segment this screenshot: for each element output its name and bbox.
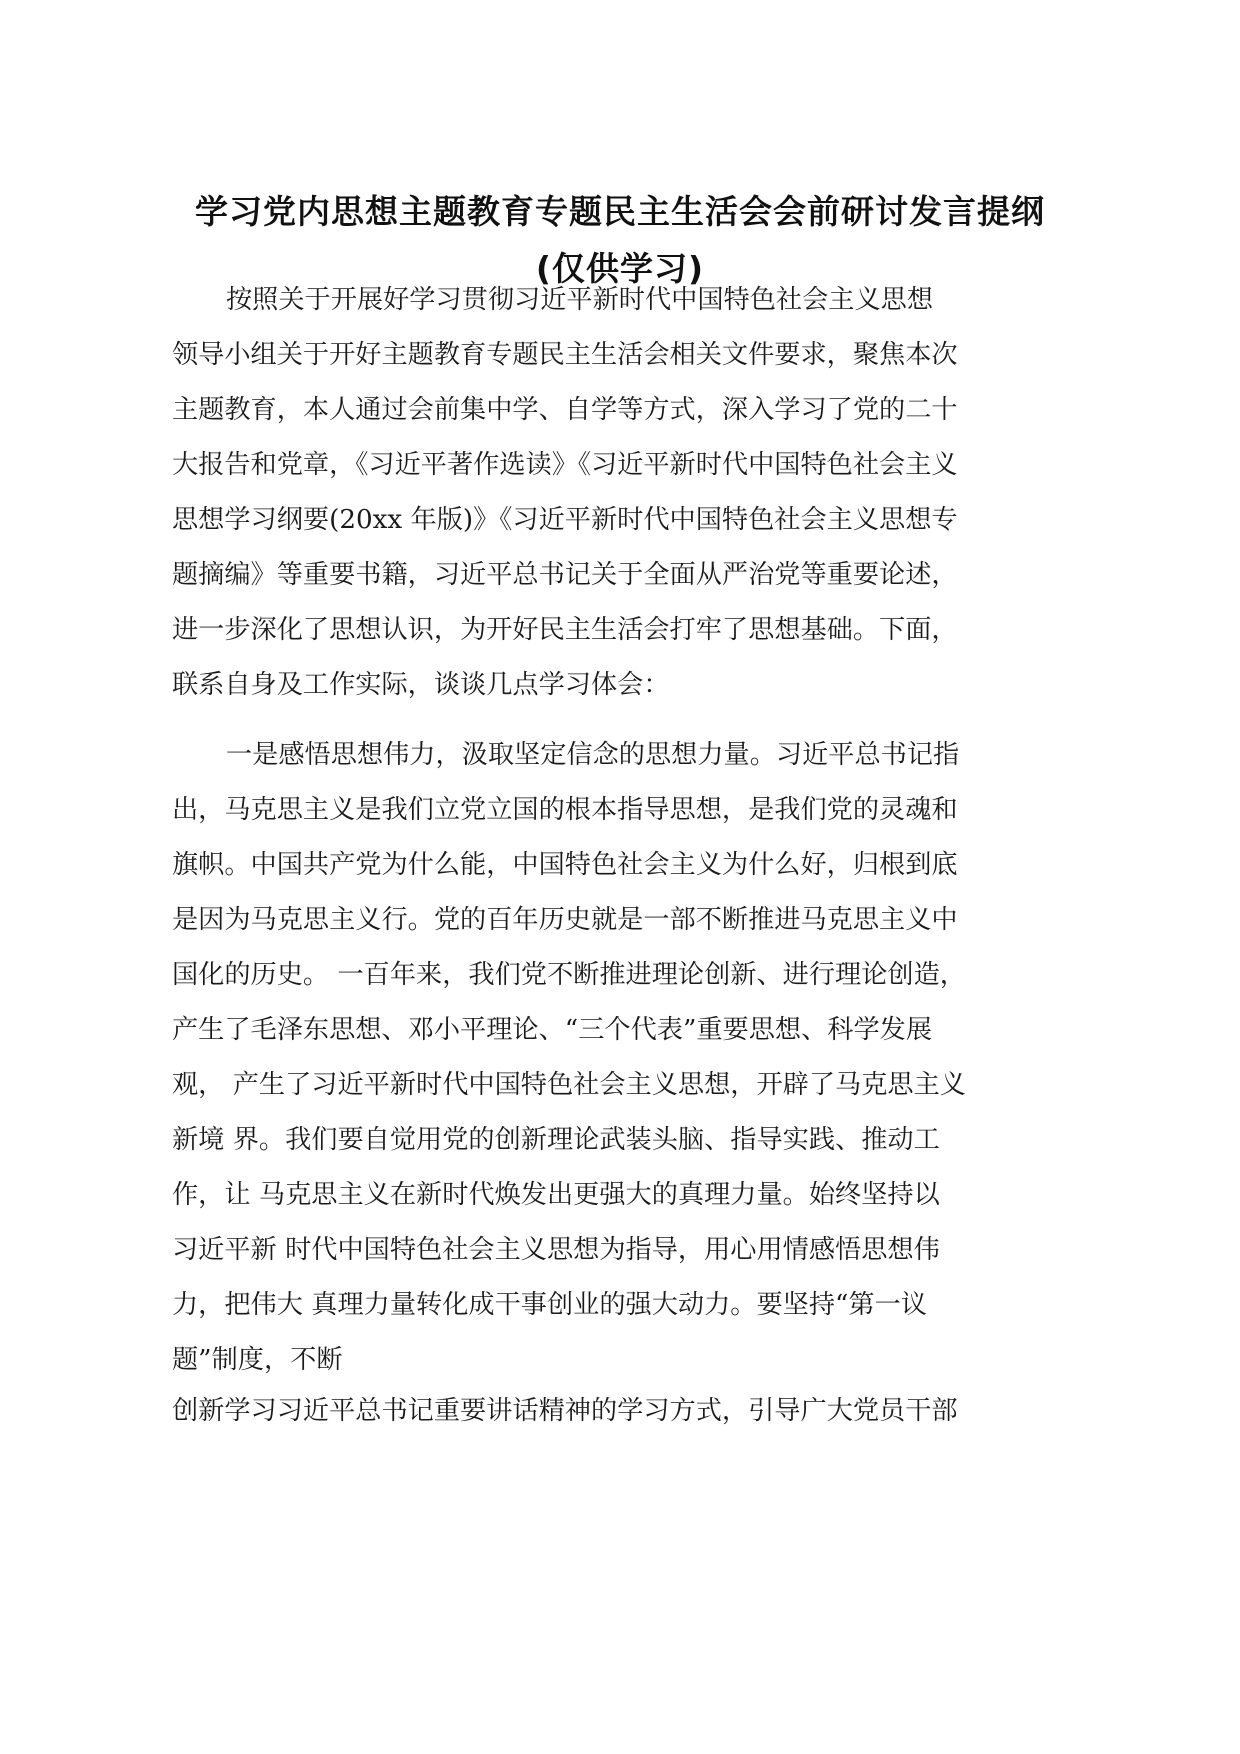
text-line: 联系自身及工作实际，谈谈几点学习体会： — [172, 670, 670, 700]
text-line: 习近平新 时代中国特色社会主义思想为指导，用心用情感悟思想伟 — [172, 1235, 940, 1265]
text-line: 创新学习习近平总书记重要讲话精神的学习方式，引导广大党员干部 — [172, 1396, 958, 1426]
text-line: 国化的历史。 一百年来，我们党不断推进理论创新、进行理论创造， — [172, 960, 966, 990]
text-line: 一是感悟思想伟力，汲取坚定信念的思想力量。习近平总书记指 — [226, 740, 960, 770]
text-line: 观， 产生了习近平新时代中国特色社会主义思想，开辟了马克思主义 — [172, 1070, 966, 1100]
text-line: 产生了毛泽东思想、邓小平理论、“三个代表”重要思想、科学发展 — [172, 1015, 933, 1045]
text-line: 领导小组关于开好主题教育专题民主生活会相关文件要求，聚焦本次 — [172, 340, 958, 370]
text-line: 大报告和党章，《习近平著作选读》《习近平新时代中国特色社会主义 — [172, 450, 958, 480]
text-line: 题摘编》等重要书籍，习近平总书记关于全面从严治党等重要论述， — [172, 560, 958, 590]
text-line: 新境 界。我们要自觉用党的创新理论武装头脑、指导实践、推动工 — [172, 1125, 940, 1155]
text-line: 作，让 马克思主义在新时代焕发出更强大的真理力量。始终坚持以 — [172, 1180, 940, 1210]
text-line: 题”制度，不断 — [172, 1345, 343, 1375]
text-line: 进一步深化了思想认识，为开好民主生活会打牢了思想基础。下面， — [172, 615, 958, 645]
text-line: 思想学习纲要(20xx 年版)》《习近平新时代中国特色社会主义思想专 — [172, 505, 958, 535]
text-line: 主题教育，本人通过会前集中学、自学等方式，深入学习了党的二十 — [172, 395, 958, 425]
text-line: 力，把伟大 真理力量转化成干事创业的强大动力。要坚持“第一议 — [172, 1290, 927, 1320]
document-subtitle: (仅供学习) — [535, 249, 705, 288]
text-line: 出，马克思主义是我们立党立国的根本指导思想，是我们党的灵魂和 — [172, 795, 958, 825]
text-line: 按照关于开展好学习贯彻习近平新时代中国特色社会主义思想 — [226, 285, 934, 315]
text-line: 是因为马克思主义行。党的百年历史就是一部不断推进马克思主义中 — [172, 905, 958, 935]
document-title: 学习党内思想主题教育专题民主生活会会前研讨发言提纲 — [195, 192, 1045, 231]
text-line: 旗帜。中国共产党为什么能，中国特色社会主义为什么好，归根到底 — [172, 850, 958, 880]
